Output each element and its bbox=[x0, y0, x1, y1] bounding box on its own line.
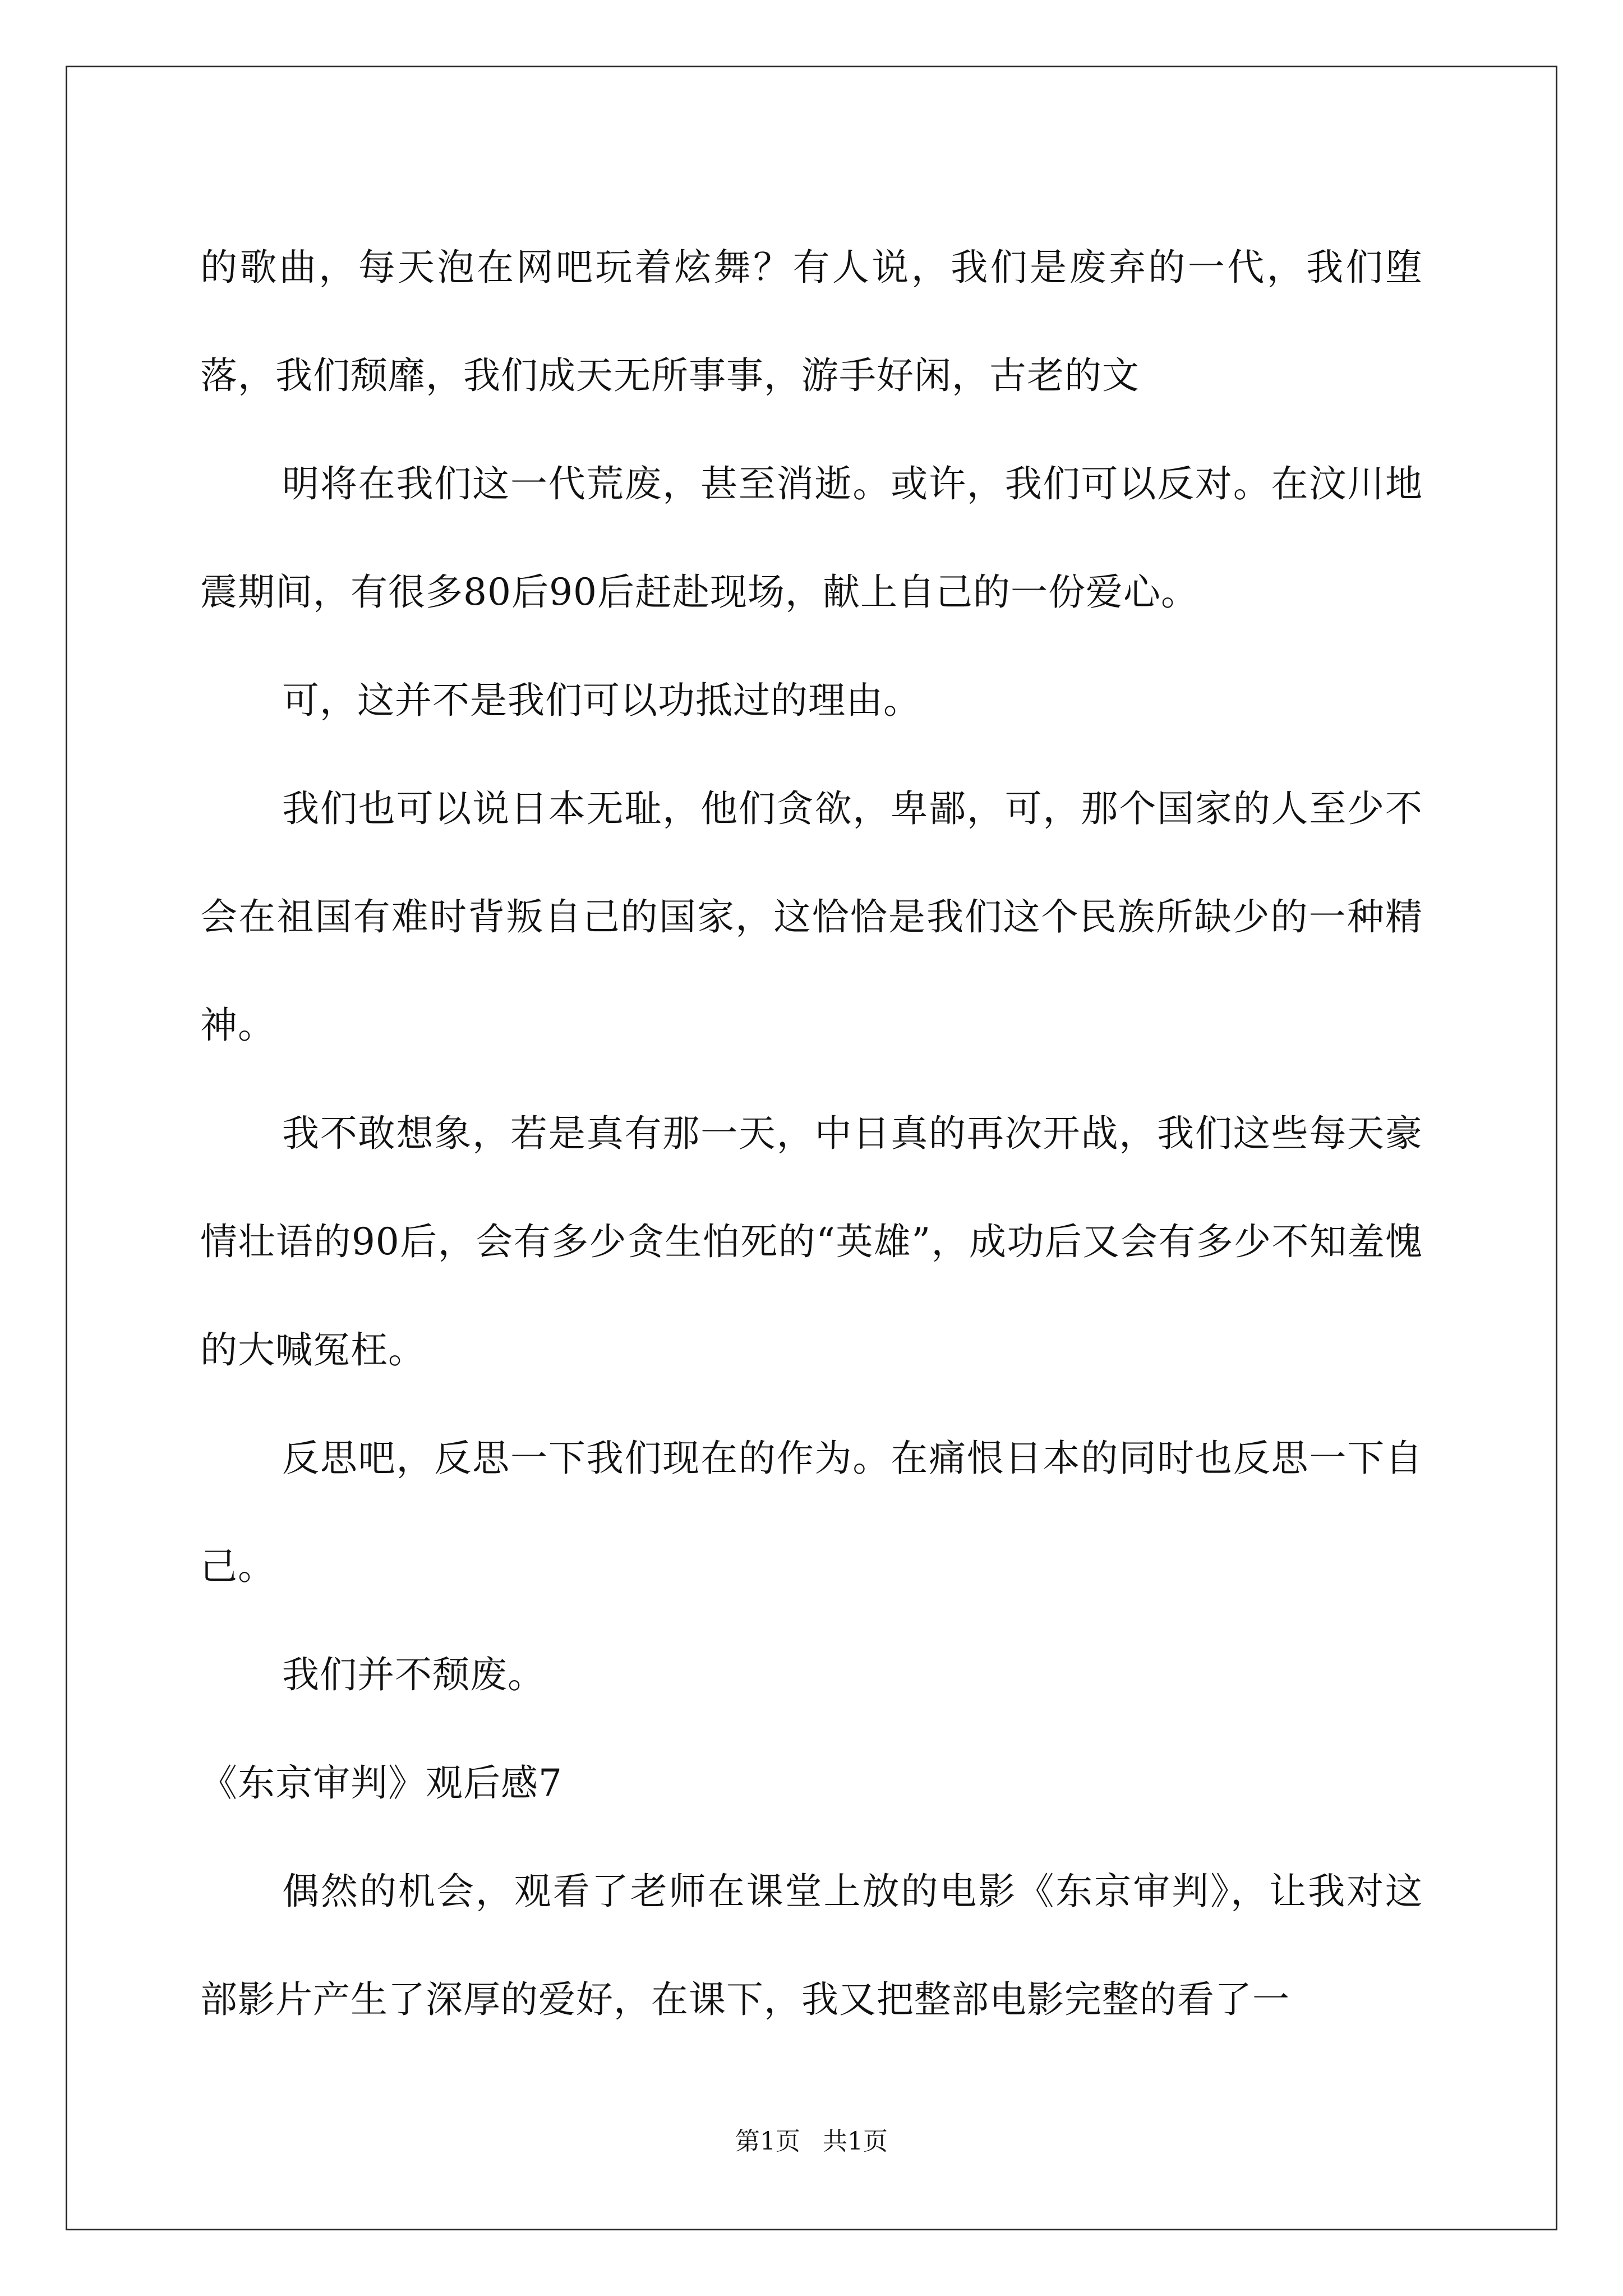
page-number: 第1页 bbox=[735, 2127, 800, 2156]
paragraph-8: 偶然的机会，观看了老师在课堂上放的电影《东京审判》，让我对这部影片产生了深厚的爱好，在课下，我又把整部电影完整的看了一 bbox=[200, 1870, 1423, 2021]
paragraph-2: 明将在我们这一代荒废，甚至消逝。或许，我们可以反对。在汶川地震期间，有很多80后90后赶赴现场，献上自己的一份爱心。 bbox=[200, 462, 1423, 614]
page-total: 共1页 bbox=[823, 2127, 888, 2156]
section-heading: 《东京审判》观后感7 bbox=[200, 1761, 562, 1805]
paragraph-4: 我们也可以说日本无耻，他们贪欲，卑鄙，可，那个国家的人至少不会在祖国有难时背叛自己的国家，这恰恰是我们这个民族所缺少的一种精神。 bbox=[200, 787, 1423, 1047]
paragraph-6: 反思吧，反思一下我们现在的作为。在痛恨日本的同时也反思一下自己。 bbox=[200, 1437, 1423, 1588]
paragraph-1: 的歌曲，每天泡在网吧玩着炫舞？有人说，我们是废弃的一代，我们堕落，我们颓靡，我们成天无所事事，游手好闲，古老的文 bbox=[200, 246, 1423, 397]
paragraph-5: 我不敢想象，若是真有那一天，中日真的再次开战，我们这些每天豪情壮语的90后，会有多少贪生怕死的“英雄”，成功后又会有多少不知羞愧的大喊冤枉。 bbox=[200, 1112, 1423, 1372]
document-body bbox=[200, 213, 1423, 2054]
paragraph-3: 可，这并不是我们可以功抵过的理由。 bbox=[282, 679, 921, 722]
paragraph-7: 我们并不颓废。 bbox=[282, 1653, 545, 1696]
page-footer bbox=[0, 2125, 1623, 2159]
